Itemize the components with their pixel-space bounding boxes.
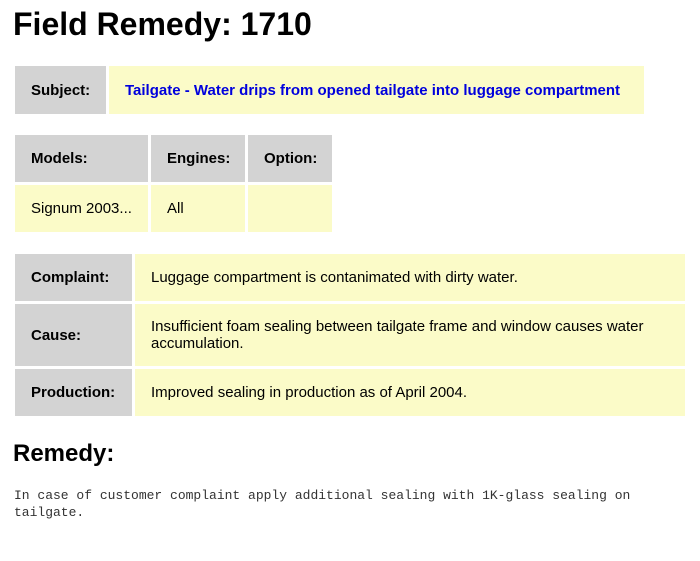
models-value: Signum 2003... xyxy=(15,185,148,232)
complaint-label: Complaint: xyxy=(15,254,132,301)
remedy-text: In case of customer complaint apply additional sealing with 1K-glass sealing on tailgate. xyxy=(14,488,631,520)
cause-label: Cause: xyxy=(15,304,132,366)
cause-value: Insufficient foam sealing between tailgate frame and window causes water accumulation. xyxy=(135,304,685,366)
production-label: Production: xyxy=(15,369,132,416)
models-table xyxy=(12,132,335,235)
subject-label: Subject: xyxy=(15,66,106,114)
option-header: Option: xyxy=(248,135,332,182)
models-header: Models: xyxy=(15,135,148,182)
option-value xyxy=(248,185,332,232)
details-table xyxy=(12,251,688,419)
page-title: Field Remedy: 1710 xyxy=(13,6,312,42)
engines-value: All xyxy=(151,185,245,232)
engines-header: Engines: xyxy=(151,135,245,182)
subject-table xyxy=(12,63,647,117)
remedy-heading: Remedy: xyxy=(13,440,115,467)
subject-text: Tailgate - Water drips from opened tailgate into luggage compartment xyxy=(125,81,621,99)
subject-value xyxy=(109,66,644,114)
production-value: Improved sealing in production as of April 2004. xyxy=(135,369,685,416)
complaint-value: Luggage compartment is contanimated with dirty water. xyxy=(135,254,685,301)
